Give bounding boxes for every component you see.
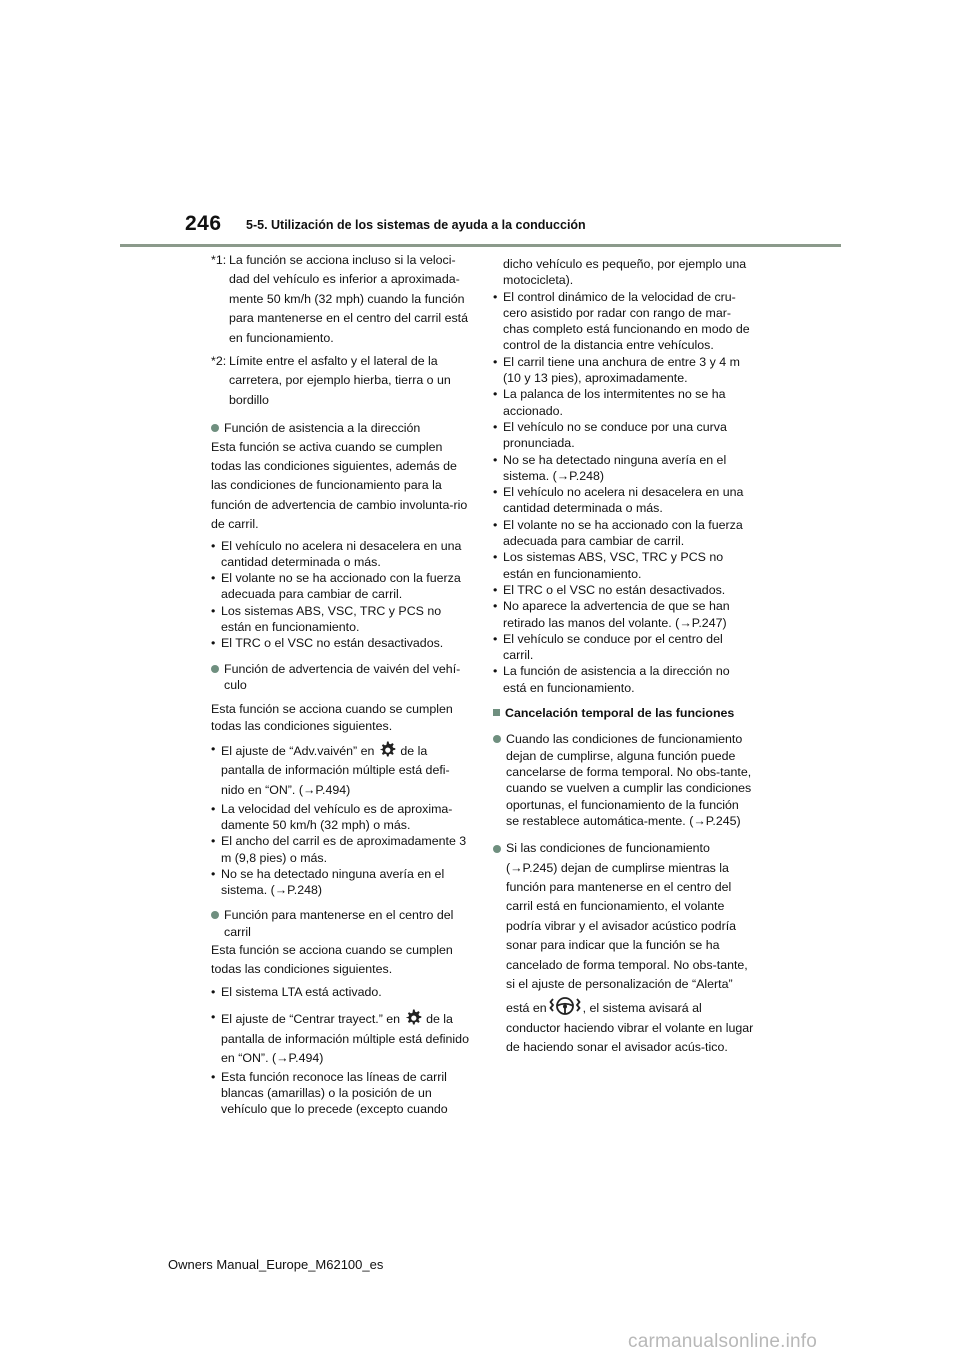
footnote-1-text: La función se acciona incluso si la veloci-dad del vehículo es inferior a aproximada-mente 50 km/h (32 mph) cuando la función para mantenerse en el centro del carril está en funcionamiento. — [229, 253, 468, 345]
list-item: • El TRC o el VSC no están desactivados. — [493, 582, 755, 598]
list-item: • Los sistemas ABS, VSC, TRC y PCS no están en funcionamiento. — [211, 603, 473, 636]
gear-icon — [403, 1008, 423, 1028]
cancel-text-2a: Si las condiciones de funcionamiento (→P.245) dejan de cumplirse mientras la función para mantenerse en el centro del carril está en funcionamiento, el volante podría vibrar y el avisador acústico podría sonar para indicar que la función se ha cancelado de forma temporal. No obs-tante, si el ajuste de personalización de “Alerta” está en — [506, 841, 748, 1016]
list-item: • El vehículo no acelera ni desacelera en una cantidad determinada o más. — [211, 538, 473, 571]
list-item: • La velocidad del vehículo es de aproxima-damente 50 km/h (32 mph) o más. — [211, 801, 473, 834]
bullet-dot-icon — [211, 665, 219, 673]
cancel-text-1: Cuando las condiciones de funcionamiento dejan de cumplirse, alguna función puede cancelarse de forma temporal. No obs-tante, cuando se vuelven a cumplir las condiciones oportunas, el funcionamiento de la función se restablece automática-mente. (→P.245) — [506, 732, 752, 828]
cancel-text-2 — [506, 839, 755, 1057]
list-item: • Esta función reconoce las líneas de carril blancas (amarillas) o la posición de un vehículo que lo precede (excepto cuando — [211, 1069, 473, 1118]
list-item: • La palanca de los intermitentes no se ha accionado. — [493, 386, 755, 419]
bullet-dot-icon — [211, 911, 219, 919]
list-item: • Los sistemas ABS, VSC, TRC y PCS no están en funcionamiento. — [493, 549, 755, 582]
list-item: • El ancho del carril es de aproximadamente 3 m (9,8 pies) o más. — [211, 833, 473, 866]
list-item: • El vehículo se conduce por el centro del carril. — [493, 631, 755, 664]
left-column — [211, 251, 473, 1118]
cancel-paragraph-2 — [493, 839, 755, 1057]
steering-wheel-vibration-icon — [548, 994, 582, 1018]
list-item — [211, 1008, 473, 1069]
footnote-2 — [211, 352, 473, 410]
list-item: • El vehículo no se conduce por una curva pronunciada. — [493, 419, 755, 452]
watermark: carmanualsonline.info — [628, 1331, 818, 1352]
square-bullet-icon — [493, 709, 500, 716]
list-item: • No se ha detectado ninguna avería en el sistema. (→P.248) — [211, 866, 473, 899]
sway-warning-list — [211, 801, 473, 899]
list-item: • El volante no se ha accionado con la fuerza adecuada para cambiar de carril. — [493, 517, 755, 550]
steering-assist-heading — [211, 420, 473, 436]
continued-text: dicho vehículo es pequeño, por ejemplo una motocicleta). — [503, 257, 747, 288]
list-item: • No aparece la advertencia de que se han retirado las manos del volante. (→P.247) — [493, 598, 755, 631]
footnote-2-text: Límite entre el asfalto y el lateral de la carretera, por ejemplo hierba, tierra o un bordillo — [229, 354, 451, 407]
footnote-2-mark: *2: — [211, 354, 227, 369]
center-setting-text-b: de la pantalla de información múltiple está definido en “ON”. (→P.494) — [221, 1012, 469, 1066]
lane-center-title: Función para mantenerse en el centro del carril — [224, 908, 454, 939]
list-item — [211, 740, 473, 801]
center-setting-text-a: El ajuste de “Centrar trayect.” en — [221, 1012, 401, 1027]
document-footer: Owners Manual_Europe_M62100_es — [168, 1257, 384, 1272]
sway-warning-heading — [211, 661, 473, 694]
sway-warning-intro: Esta función se acciona cuando se cumplen todas las condiciones siguientes. — [211, 702, 453, 733]
list-item: • El sistema LTA está activado. — [211, 984, 473, 1000]
lane-center-intro: Esta función se acciona cuando se cumplen todas las condiciones siguientes. — [211, 943, 453, 977]
footnote-1-mark: *1: — [211, 253, 227, 267]
sway-warning-title: Función de advertencia de vaivén del vehí-culo — [224, 661, 461, 692]
lane-center-conditions-list — [493, 289, 755, 696]
footnote-1 — [211, 251, 473, 348]
bullet-dot-icon — [493, 845, 501, 853]
bullet-dot-icon — [493, 735, 501, 743]
sway-setting-text-b: de la pantalla de información múltiple está defi-nido en “ON”. (→P.494) — [221, 743, 450, 798]
list-item: • El carril tiene una anchura de entre 3 y 4 m (10 y 13 pies), aproximadamente. — [493, 354, 755, 387]
cancel-text-2b: , el sistema avisará al conductor haciendo vibrar el volante en lugar de haciendo sonar el avisador acús-tico. — [506, 1001, 754, 1055]
steering-assist-title: Función de asistencia a la dirección — [224, 421, 421, 436]
list-item: • La función de asistencia a la dirección no está en funcionamiento. — [493, 663, 755, 696]
lane-center-heading — [211, 907, 473, 940]
list-item: • El control dinámico de la velocidad de cru-cero asistido por radar con rango de mar-chas completo está funcionando en modo de control de la distancia entre vehículos. — [493, 289, 755, 354]
bullet-dot-icon — [211, 424, 219, 432]
section-title: 5-5. Utilización de los sistemas de ayuda a la conducción — [246, 218, 586, 232]
temporary-cancel-title: Cancelación temporal de las funciones — [505, 706, 735, 721]
list-item: • El volante no se ha accionado con la fuerza adecuada para cambiar de carril. — [211, 570, 473, 603]
temporary-cancel-heading — [493, 705, 755, 721]
page-number: 246 — [185, 212, 222, 235]
sway-setting-text-a: El ajuste de “Adv.vaivén” en — [221, 743, 375, 758]
steering-assist-intro: Esta función se activa cuando se cumplen todas las condiciones siguientes, además de las condiciones de funcionamiento para la función de advertencia de cambio involunta-rio de carril. — [211, 439, 468, 532]
list-item: • El vehículo no acelera ni desacelera en una cantidad determinada o más. — [493, 484, 755, 517]
cancel-paragraph-1 — [493, 731, 755, 829]
header-rule — [120, 244, 841, 247]
gear-icon — [377, 740, 397, 760]
steering-assist-list — [211, 538, 473, 652]
list-item: • El TRC o el VSC no están desactivados. — [211, 635, 473, 651]
right-column — [493, 256, 755, 1058]
list-item: • No se ha detectado ninguna avería en el sistema. (→P.248) — [493, 452, 755, 485]
